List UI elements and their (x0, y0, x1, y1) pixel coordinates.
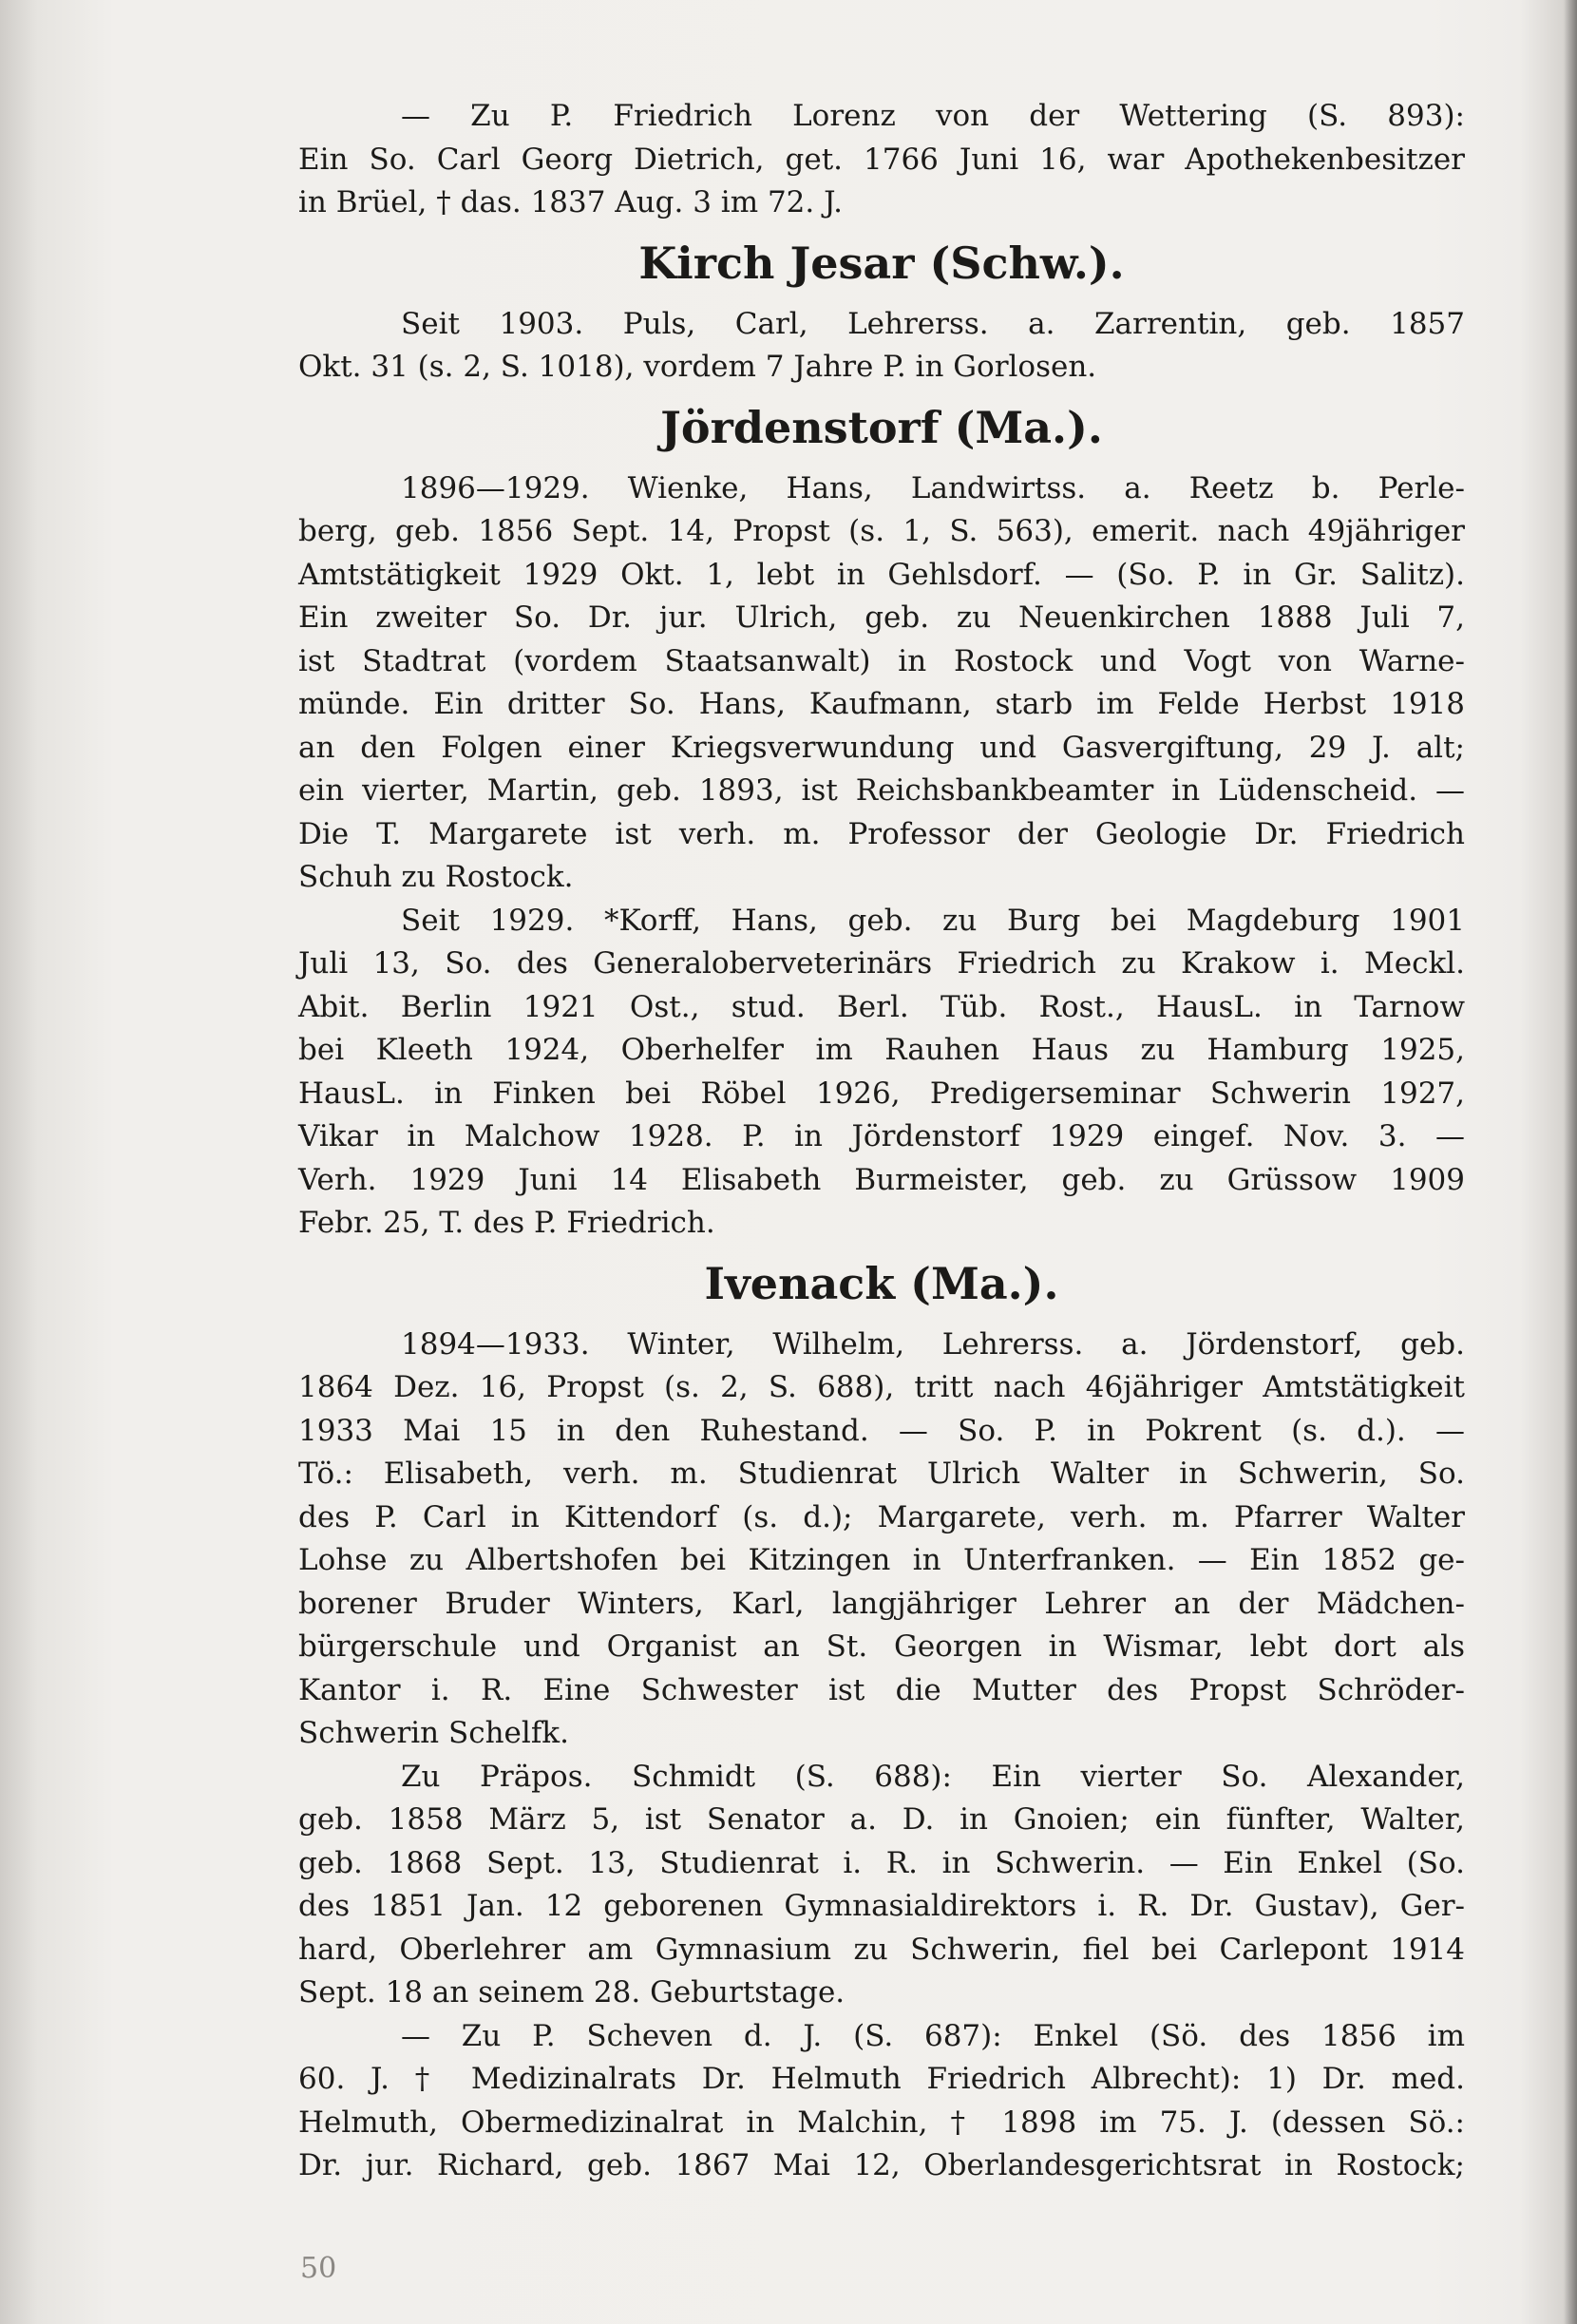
page-text-block (298, 95, 1465, 2188)
text-line: berg, geb. 1856 Sept. 14, Propst (s. 1, S. 563), emerit. nach 49jähriger (298, 514, 1465, 548)
paragraph-kirch-jesar (298, 303, 1465, 390)
heading-kirch-jesar: Kirch Jesar (Schw.). (638, 237, 1125, 289)
heading-ivenack: Ivenack (Ma.). (704, 1257, 1059, 1309)
text-line: Sept. 18 an seinem 28. Geburtstage. (298, 1975, 846, 2010)
text-line: Ein So. Carl Georg Dietrich, get. 1766 Juni 16, war Apothekenbesitzer (298, 142, 1465, 177)
text-line: Abit. Berlin 1921 Ost., stud. Berl. Tüb. Rost., HausL. in Tarnow (298, 989, 1465, 1024)
paragraph-scheven (298, 2015, 1465, 2188)
text-line: bürgerschule und Organist an St. Georgen in Wismar, lebt dort als (298, 1629, 1465, 1664)
paragraph-winter (298, 1324, 1465, 1756)
text-line: Juli 13, So. des Generaloberveterinärs Friedrich zu Krakow i. Meckl. (298, 946, 1465, 981)
text-line: Seit 1929. *Korff, Hans, geb. zu Burg bei Magdeburg 1901 (401, 903, 1465, 938)
text-line: Ein zweiter So. Dr. jur. Ulrich, geb. zu Neuenkirchen 1888 Juli 7, (298, 600, 1465, 635)
text-line: — Zu P. Friedrich Lorenz von der Wettering (S. 893): (401, 99, 1465, 133)
text-line: bei Kleeth 1924, Oberhelfer im Rauhen Haus zu Hamburg 1925, (298, 1033, 1465, 1067)
text-line: 60. J. † Medizinalrats Dr. Helmuth Friedrich Albrecht): 1) Dr. med. (298, 2062, 1465, 2096)
text-line: Schuh zu Rostock. (298, 860, 574, 894)
text-line: geb. 1858 März 5, ist Senator a. D. in Gnoien; ein fünfter, Walter, (298, 1802, 1465, 1837)
text-line: ist Stadtrat (vordem Staatsanwalt) in Rostock und Vogt von Warne- (298, 643, 1465, 678)
text-line: Verh. 1929 Juni 14 Elisabeth Burmeister, geb. zu Grüssow 1909 (298, 1162, 1465, 1197)
text-line: Kantor i. R. Eine Schwester ist die Mutter des Propst Schröder- (298, 1672, 1465, 1707)
text-line: des 1851 Jan. 12 geborenen Gymnasialdirektors i. R. Dr. Gustav), Ger- (298, 1889, 1465, 1923)
paragraph-schmidt (298, 1756, 1465, 2015)
text-line: ein vierter, Martin, geb. 1893, ist Reichsbankbeamter in Lüdenscheid. — (298, 773, 1465, 808)
text-line: Lohse zu Albertshofen bei Kitzingen in Unterfranken. — Ein 1852 ge- (298, 1543, 1465, 1577)
paragraph-wienke (298, 467, 1465, 900)
text-line: in Brüel, † das. 1837 Aug. 3 im 72. J. (298, 185, 843, 219)
text-line: HausL. in Finken bei Röbel 1926, Predigerseminar Schwerin 1927, (298, 1076, 1465, 1111)
text-line: 1894—1933. Winter, Wilhelm, Lehrerss. a. Jördenstorf, geb. (401, 1326, 1465, 1362)
text-line: Helmuth, Obermedizinalrat in Malchin, † 1898 im 75. J. (dessen Sö.: (298, 2105, 1465, 2140)
text-line: Schwerin Schelfk. (298, 1716, 569, 1750)
heading-joerdenstorf: Jördenstorf (Ma.). (660, 401, 1103, 453)
text-line: 1933 Mai 15 in den Ruhestand. — So. P. in Pokrent (s. d.). — (298, 1413, 1465, 1448)
text-line: Okt. 31 (s. 2, S. 1018), vordem 7 Jahre P. in Gorlosen. (298, 350, 1097, 384)
page-number: 50 (300, 2252, 337, 2285)
text-line: des P. Carl in Kittendorf (s. d.); Margarete, verh. m. Pfarrer Walter (298, 1499, 1465, 1534)
text-line: Die T. Margarete ist verh. m. Professor der Geologie Dr. Friedrich (298, 816, 1465, 851)
text-line: Dr. jur. Richard, geb. 1867 Mai 12, Oberlandesgerichtsrat in Rostock; (298, 2148, 1465, 2182)
intro-paragraph (298, 95, 1465, 225)
text-line: 1896—1929. Wienke, Hans, Landwirtss. a. Reetz b. Perle- (401, 470, 1465, 505)
text-line: Zu Präpos. Schmidt (S. 688): Ein vierter So. Alexander, (401, 1759, 1465, 1794)
text-line: Tö.: Elisabeth, verh. m. Studienrat Ulrich Walter in Schwerin, So. (298, 1457, 1465, 1491)
text-line: Amtstätigkeit 1929 Okt. 1, lebt in Gehlsdorf. — (So. P. in Gr. Salitz). (298, 557, 1465, 592)
text-line: hard, Oberlehrer am Gymnasium zu Schwerin, fiel bei Carlepont 1914 (298, 1932, 1465, 1967)
text-line: Seit 1903. Puls, Carl, Lehrerss. a. Zarrentin, geb. 1857 (401, 306, 1465, 341)
text-line: an den Folgen einer Kriegsverwundung und Gasvergiftung, 29 J. alt; (298, 730, 1465, 765)
text-line: Vikar in Malchow 1928. P. in Jördenstorf 1929 eingef. Nov. 3. — (298, 1119, 1465, 1153)
paragraph-korff (298, 900, 1465, 1246)
text-line: borener Bruder Winters, Karl, langjähriger Lehrer an der Mädchen- (298, 1586, 1465, 1621)
text-line: münde. Ein dritter So. Hans, Kaufmann, starb im Felde Herbst 1918 (298, 687, 1465, 721)
text-line: — Zu P. Scheven d. J. (S. 687): Enkel (Sö. des 1856 im (401, 2018, 1465, 2053)
text-line: 1864 Dez. 16, Propst (s. 2, S. 688), tritt nach 46jähriger Amtstätigkeit (298, 1370, 1465, 1404)
page-edge-shadow (1564, 0, 1577, 2324)
text-line: Febr. 25, T. des P. Friedrich. (298, 1206, 715, 1240)
text-line: geb. 1868 Sept. 13, Studienrat i. R. in Schwerin. — Ein Enkel (So. (298, 1845, 1465, 1880)
